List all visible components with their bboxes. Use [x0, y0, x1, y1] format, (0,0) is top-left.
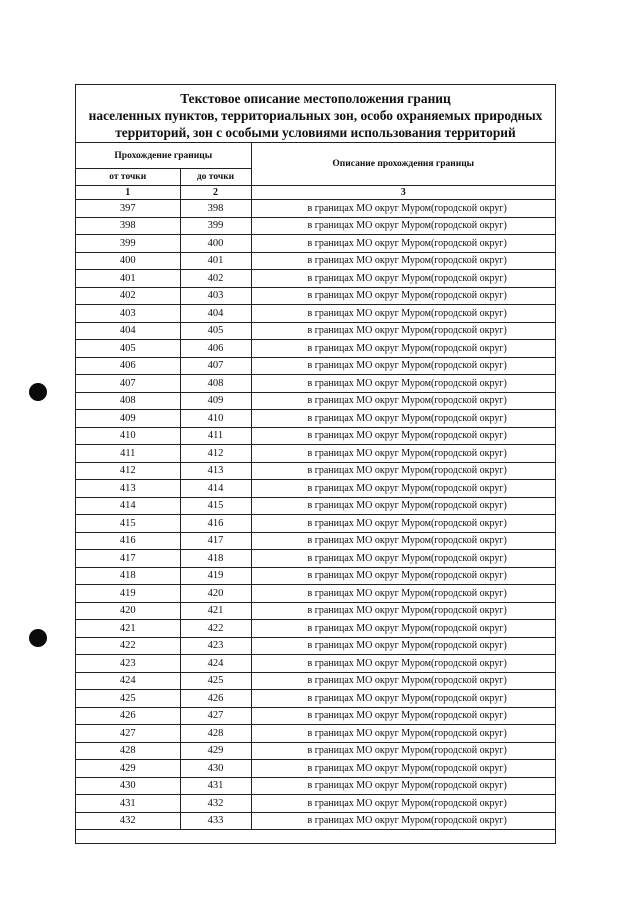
table-row	[76, 602, 555, 620]
cell-from: 417	[76, 550, 180, 568]
cell-from: 411	[76, 445, 180, 463]
cell-from: 407	[76, 375, 180, 393]
cell-from: 418	[76, 567, 180, 585]
header-col-3: 3	[251, 186, 555, 200]
cell-from: 399	[76, 235, 180, 253]
cell-description: в границах МО округ Муром(городской округ)	[251, 532, 555, 550]
cell-to: 413	[180, 462, 251, 480]
cell-to: 428	[180, 725, 251, 743]
cell-to: 422	[180, 620, 251, 638]
cell-to: 420	[180, 585, 251, 603]
table-row	[76, 252, 555, 270]
cell-from: 432	[76, 812, 180, 830]
cell-from: 405	[76, 340, 180, 358]
cell-to: 429	[180, 742, 251, 760]
table-row	[76, 270, 555, 288]
cell-to: 419	[180, 567, 251, 585]
cell-description: в границах МО округ Муром(городской округ)	[251, 655, 555, 673]
cell-to: 416	[180, 515, 251, 533]
cell-to: 423	[180, 637, 251, 655]
header-passage: Прохождение границы	[76, 143, 251, 169]
cell-to: 427	[180, 707, 251, 725]
cell-from: 429	[76, 760, 180, 778]
cell-to: 411	[180, 427, 251, 445]
cell-to: 418	[180, 550, 251, 568]
cell-from: 404	[76, 322, 180, 340]
cell-description: в границах МО округ Муром(городской округ)	[251, 392, 555, 410]
cell-to: 402	[180, 270, 251, 288]
header-to: до точки	[180, 169, 251, 186]
cell-from: 409	[76, 410, 180, 428]
cell-description: в границах МО округ Муром(городской округ)	[251, 672, 555, 690]
cell-from: 421	[76, 620, 180, 638]
cell-to: 406	[180, 340, 251, 358]
table-row	[76, 287, 555, 305]
cell-from: 415	[76, 515, 180, 533]
cell-description: в границах МО округ Муром(городской округ)	[251, 252, 555, 270]
header-description: Описание прохождения границы	[251, 143, 555, 186]
table-row	[76, 620, 555, 638]
cell-from: 424	[76, 672, 180, 690]
table-row	[76, 322, 555, 340]
table-row	[76, 812, 555, 830]
table-row	[76, 655, 555, 673]
table-row	[76, 760, 555, 778]
cell-description: в границах МО округ Муром(городской округ)	[251, 287, 555, 305]
cell-description: в границах МО округ Муром(городской округ)	[251, 340, 555, 358]
header-col-1: 1	[76, 186, 180, 200]
title-line-3: территорий, зон с особыми условиями использования территорий	[115, 125, 516, 140]
cell-from: 400	[76, 252, 180, 270]
cell-description: в границах МО округ Муром(городской округ)	[251, 812, 555, 830]
cell-from: 410	[76, 427, 180, 445]
cell-description: в границах МО округ Муром(городской округ)	[251, 567, 555, 585]
table-row	[76, 567, 555, 585]
cell-to: 425	[180, 672, 251, 690]
cell-to: 415	[180, 497, 251, 515]
cell-to: 414	[180, 480, 251, 498]
cell-description: в границах МО округ Муром(городской округ)	[251, 620, 555, 638]
cell-from: 406	[76, 357, 180, 375]
table-row	[76, 392, 555, 410]
cell-description: в границах МО округ Муром(городской округ)	[251, 602, 555, 620]
cell-description: в границах МО округ Муром(городской округ)	[251, 322, 555, 340]
table-row	[76, 217, 555, 235]
title-line-2: населенных пунктов, территориальных зон, особо охраняемых природных	[88, 108, 543, 123]
cell-description: в границах МО округ Муром(городской округ)	[251, 462, 555, 480]
punch-hole	[29, 629, 47, 647]
cell-to: 410	[180, 410, 251, 428]
cell-from: 420	[76, 602, 180, 620]
cell-to: 412	[180, 445, 251, 463]
table-row	[76, 515, 555, 533]
cell-to: 417	[180, 532, 251, 550]
cell-to: 431	[180, 777, 251, 795]
cell-description: в границах МО округ Муром(городской округ)	[251, 725, 555, 743]
cell-from: 430	[76, 777, 180, 795]
table-row	[76, 200, 555, 218]
table-row	[76, 637, 555, 655]
cell-from: 408	[76, 392, 180, 410]
title-line-1: Текстовое описание местоположения границ	[180, 91, 451, 106]
cell-from: 412	[76, 462, 180, 480]
cell-description: в границах МО округ Муром(городской округ)	[251, 445, 555, 463]
table-row	[76, 550, 555, 568]
table-row	[76, 497, 555, 515]
table-row	[76, 410, 555, 428]
cell-to: 399	[180, 217, 251, 235]
cell-from: 403	[76, 305, 180, 323]
cell-description: в границах МО округ Муром(городской округ)	[251, 410, 555, 428]
cell-to: 403	[180, 287, 251, 305]
cell-to: 401	[180, 252, 251, 270]
cell-description: в границах МО округ Муром(городской округ)	[251, 217, 555, 235]
cell-from: 425	[76, 690, 180, 708]
table-row	[76, 340, 555, 358]
cell-from: 428	[76, 742, 180, 760]
cell-description: в границах МО округ Муром(городской округ)	[251, 497, 555, 515]
cell-description: в границах МО округ Муром(городской округ)	[251, 375, 555, 393]
cell-description: в границах МО округ Муром(городской округ)	[251, 480, 555, 498]
table-row	[76, 375, 555, 393]
cell-to: 426	[180, 690, 251, 708]
cell-from: 402	[76, 287, 180, 305]
cell-to: 400	[180, 235, 251, 253]
cell-description: в границах МО округ Муром(городской округ)	[251, 515, 555, 533]
table-row	[76, 707, 555, 725]
cell-from: 413	[76, 480, 180, 498]
cell-description: в границах МО округ Муром(городской округ)	[251, 585, 555, 603]
cell-description: в границах МО округ Муром(городской округ)	[251, 777, 555, 795]
cell-to: 421	[180, 602, 251, 620]
table-row	[76, 777, 555, 795]
cell-description: в границах МО округ Муром(городской округ)	[251, 707, 555, 725]
cell-to: 409	[180, 392, 251, 410]
cell-description: в границах МО округ Муром(городской округ)	[251, 760, 555, 778]
cell-description: в границах МО округ Муром(городской округ)	[251, 270, 555, 288]
header-from: от точки	[76, 169, 180, 186]
cell-to: 430	[180, 760, 251, 778]
cell-from: 414	[76, 497, 180, 515]
table-row	[76, 462, 555, 480]
cell-to: 433	[180, 812, 251, 830]
cell-description: в границах МО округ Муром(городской округ)	[251, 427, 555, 445]
table-row	[76, 795, 555, 813]
cell-description: в границах МО округ Муром(городской округ)	[251, 742, 555, 760]
cell-to: 407	[180, 357, 251, 375]
cell-from: 427	[76, 725, 180, 743]
cell-from: 423	[76, 655, 180, 673]
cell-description: в границах МО округ Муром(городской округ)	[251, 795, 555, 813]
boundary-table	[76, 143, 555, 830]
cell-description: в границах МО округ Муром(городской округ)	[251, 637, 555, 655]
cell-to: 404	[180, 305, 251, 323]
cell-from: 419	[76, 585, 180, 603]
table-row	[76, 427, 555, 445]
document-title	[76, 85, 555, 143]
header-col-2: 2	[180, 186, 251, 200]
table-row	[76, 672, 555, 690]
cell-description: в границах МО округ Муром(городской округ)	[251, 357, 555, 375]
cell-from: 426	[76, 707, 180, 725]
table-row	[76, 585, 555, 603]
table-row	[76, 532, 555, 550]
punch-hole	[29, 383, 47, 401]
table-row	[76, 235, 555, 253]
table-row	[76, 445, 555, 463]
cell-to: 424	[180, 655, 251, 673]
table-row	[76, 305, 555, 323]
cell-from: 416	[76, 532, 180, 550]
cell-from: 431	[76, 795, 180, 813]
cell-from: 401	[76, 270, 180, 288]
cell-description: в границах МО округ Муром(городской округ)	[251, 305, 555, 323]
cell-to: 405	[180, 322, 251, 340]
cell-to: 432	[180, 795, 251, 813]
cell-to: 408	[180, 375, 251, 393]
table-row	[76, 357, 555, 375]
table-row	[76, 742, 555, 760]
table-row	[76, 690, 555, 708]
cell-from: 398	[76, 217, 180, 235]
cell-from: 422	[76, 637, 180, 655]
cell-description: в границах МО округ Муром(городской округ)	[251, 200, 555, 218]
cell-description: в границах МО округ Муром(городской округ)	[251, 235, 555, 253]
cell-description: в границах МО округ Муром(городской округ)	[251, 550, 555, 568]
cell-description: в границах МО округ Муром(городской округ)	[251, 690, 555, 708]
cell-from: 397	[76, 200, 180, 218]
table-row	[76, 480, 555, 498]
table-row	[76, 725, 555, 743]
document-sheet	[75, 84, 556, 844]
cell-to: 398	[180, 200, 251, 218]
